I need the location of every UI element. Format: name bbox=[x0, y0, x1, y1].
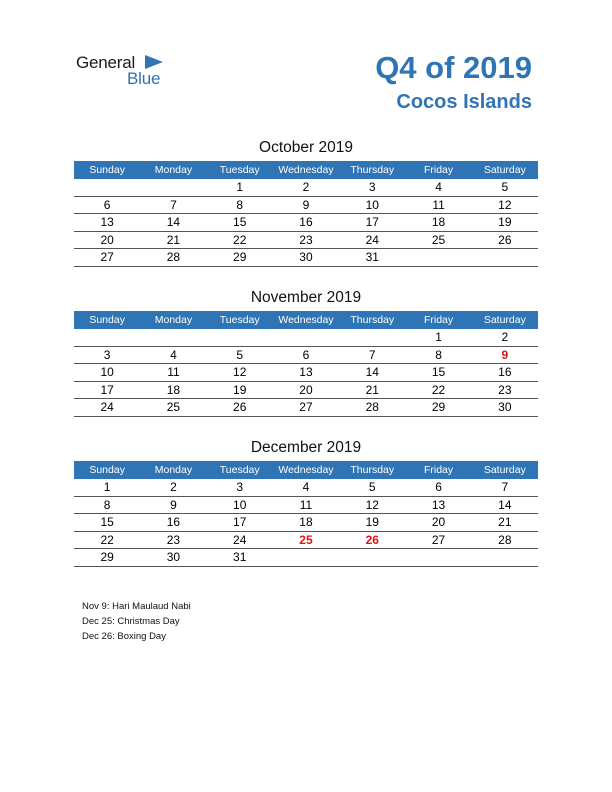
month-title: December 2019 bbox=[250, 439, 362, 456]
day-cell: 26 bbox=[472, 231, 538, 249]
day-cell: 23 bbox=[140, 531, 206, 549]
empty-day-cell bbox=[140, 179, 206, 196]
week-row bbox=[74, 346, 538, 364]
empty-day-cell bbox=[273, 549, 339, 567]
weekday-header: Tuesday bbox=[207, 161, 273, 179]
week-row bbox=[74, 214, 538, 232]
week-row bbox=[74, 514, 538, 532]
holiday-note: Dec 25: Christmas Day bbox=[82, 616, 180, 627]
day-cell: 7 bbox=[339, 346, 405, 364]
weekday-header: Tuesday bbox=[207, 311, 273, 329]
week-row bbox=[74, 496, 538, 514]
week-row bbox=[74, 381, 538, 399]
week-row bbox=[74, 399, 538, 417]
flag-icon bbox=[145, 55, 163, 69]
day-cell: 28 bbox=[140, 249, 206, 267]
day-cell: 29 bbox=[405, 399, 471, 417]
month-october bbox=[74, 139, 538, 267]
weekday-header: Wednesday bbox=[273, 161, 339, 179]
weekday-header: Saturday bbox=[472, 461, 538, 479]
day-cell: 14 bbox=[140, 214, 206, 232]
day-cell: 19 bbox=[472, 214, 538, 232]
day-cell: 30 bbox=[472, 399, 538, 417]
day-cell: 28 bbox=[472, 531, 538, 549]
weekday-header: Monday bbox=[140, 461, 206, 479]
day-cell: 4 bbox=[140, 346, 206, 364]
day-cell: 31 bbox=[339, 249, 405, 267]
weekday-header: Sunday bbox=[74, 461, 140, 479]
day-cell: 14 bbox=[472, 496, 538, 514]
weekday-header: Saturday bbox=[472, 311, 538, 329]
day-cell: 21 bbox=[339, 381, 405, 399]
day-cell: 18 bbox=[140, 381, 206, 399]
week-row bbox=[74, 549, 538, 567]
calendar-table bbox=[74, 161, 538, 267]
week-row bbox=[74, 329, 538, 346]
day-cell: 27 bbox=[273, 399, 339, 417]
day-cell: 22 bbox=[74, 531, 140, 549]
day-cell: 25 bbox=[405, 231, 471, 249]
weekday-header-row bbox=[74, 311, 538, 329]
week-row bbox=[74, 249, 538, 267]
week-row bbox=[74, 479, 538, 496]
day-cell: 6 bbox=[405, 479, 471, 496]
weekday-header: Tuesday bbox=[207, 461, 273, 479]
empty-day-cell bbox=[405, 249, 471, 267]
weekday-header: Thursday bbox=[339, 311, 405, 329]
day-cell: 3 bbox=[339, 179, 405, 196]
day-cell: 1 bbox=[74, 479, 140, 496]
day-cell: 13 bbox=[74, 214, 140, 232]
day-cell: 30 bbox=[273, 249, 339, 267]
day-cell: 5 bbox=[207, 346, 273, 364]
day-cell: 16 bbox=[140, 514, 206, 532]
weekday-header-row bbox=[74, 461, 538, 479]
day-cell: 21 bbox=[472, 514, 538, 532]
day-cell: 7 bbox=[140, 196, 206, 214]
day-cell: 2 bbox=[472, 329, 538, 346]
day-cell: 20 bbox=[273, 381, 339, 399]
weekday-header: Wednesday bbox=[273, 461, 339, 479]
day-cell: 11 bbox=[140, 364, 206, 382]
day-cell: 12 bbox=[339, 496, 405, 514]
week-row bbox=[74, 231, 538, 249]
day-cell: 5 bbox=[339, 479, 405, 496]
day-cell: 18 bbox=[273, 514, 339, 532]
day-cell: 13 bbox=[273, 364, 339, 382]
day-cell: 27 bbox=[74, 249, 140, 267]
weekday-header: Monday bbox=[140, 161, 206, 179]
day-cell: 29 bbox=[74, 549, 140, 567]
country-name: Cocos Islands bbox=[396, 91, 532, 113]
holiday-note: Dec 26: Boxing Day bbox=[82, 631, 166, 642]
day-cell: 25 bbox=[140, 399, 206, 417]
weekday-header: Sunday bbox=[74, 161, 140, 179]
day-cell: 2 bbox=[140, 479, 206, 496]
week-row bbox=[74, 196, 538, 214]
day-cell: 1 bbox=[405, 329, 471, 346]
week-row bbox=[74, 364, 538, 382]
day-cell: 10 bbox=[207, 496, 273, 514]
day-cell: 1 bbox=[207, 179, 273, 196]
day-cell: 3 bbox=[207, 479, 273, 496]
day-cell: 30 bbox=[140, 549, 206, 567]
empty-day-cell bbox=[472, 249, 538, 267]
day-cell: 11 bbox=[273, 496, 339, 514]
day-cell: 4 bbox=[405, 179, 471, 196]
day-cell: 22 bbox=[207, 231, 273, 249]
empty-day-cell bbox=[405, 549, 471, 567]
weekday-header: Thursday bbox=[339, 461, 405, 479]
day-cell: 4 bbox=[273, 479, 339, 496]
day-cell: 12 bbox=[472, 196, 538, 214]
day-cell: 17 bbox=[74, 381, 140, 399]
weekday-header: Thursday bbox=[339, 161, 405, 179]
weekday-header: Friday bbox=[405, 311, 471, 329]
week-row bbox=[74, 179, 538, 196]
day-cell: 19 bbox=[207, 381, 273, 399]
day-cell: 22 bbox=[405, 381, 471, 399]
holiday-day-cell: 26 bbox=[339, 531, 405, 549]
day-cell: 24 bbox=[74, 399, 140, 417]
day-cell: 8 bbox=[207, 196, 273, 214]
day-cell: 6 bbox=[74, 196, 140, 214]
generalblue-logo bbox=[76, 53, 176, 93]
day-cell: 15 bbox=[74, 514, 140, 532]
logo-word-blue: Blue bbox=[127, 69, 161, 88]
day-cell: 16 bbox=[472, 364, 538, 382]
day-cell: 24 bbox=[207, 531, 273, 549]
empty-day-cell bbox=[339, 549, 405, 567]
empty-day-cell bbox=[273, 329, 339, 346]
day-cell: 10 bbox=[339, 196, 405, 214]
day-cell: 9 bbox=[140, 496, 206, 514]
day-cell: 7 bbox=[472, 479, 538, 496]
month-title: October 2019 bbox=[259, 139, 353, 156]
day-cell: 3 bbox=[74, 346, 140, 364]
empty-day-cell bbox=[140, 329, 206, 346]
month-december bbox=[74, 439, 538, 567]
day-cell: 12 bbox=[207, 364, 273, 382]
month-november bbox=[74, 289, 538, 417]
day-cell: 2 bbox=[273, 179, 339, 196]
day-cell: 23 bbox=[472, 381, 538, 399]
empty-day-cell bbox=[74, 179, 140, 196]
weekday-header-row bbox=[74, 161, 538, 179]
week-row bbox=[74, 531, 538, 549]
day-cell: 6 bbox=[273, 346, 339, 364]
day-cell: 10 bbox=[74, 364, 140, 382]
day-cell: 21 bbox=[140, 231, 206, 249]
weekday-header: Sunday bbox=[74, 311, 140, 329]
holiday-list bbox=[82, 599, 191, 644]
day-cell: 24 bbox=[339, 231, 405, 249]
day-cell: 28 bbox=[339, 399, 405, 417]
logo-word-general: General bbox=[76, 53, 136, 72]
weekday-header: Monday bbox=[140, 311, 206, 329]
holiday-day-cell: 9 bbox=[472, 346, 538, 364]
page-title: Q4 of 2019 bbox=[375, 50, 532, 85]
day-cell: 31 bbox=[207, 549, 273, 567]
holiday-day-cell: 25 bbox=[273, 531, 339, 549]
weekday-header: Saturday bbox=[472, 161, 538, 179]
day-cell: 18 bbox=[405, 214, 471, 232]
day-cell: 20 bbox=[74, 231, 140, 249]
day-cell: 16 bbox=[273, 214, 339, 232]
day-cell: 17 bbox=[207, 514, 273, 532]
day-cell: 11 bbox=[405, 196, 471, 214]
day-cell: 8 bbox=[405, 346, 471, 364]
day-cell: 27 bbox=[405, 531, 471, 549]
day-cell: 8 bbox=[74, 496, 140, 514]
day-cell: 20 bbox=[405, 514, 471, 532]
weekday-header: Friday bbox=[405, 461, 471, 479]
day-cell: 17 bbox=[339, 214, 405, 232]
calendar-table bbox=[74, 461, 538, 567]
empty-day-cell bbox=[472, 549, 538, 567]
empty-day-cell bbox=[207, 329, 273, 346]
day-cell: 13 bbox=[405, 496, 471, 514]
day-cell: 15 bbox=[405, 364, 471, 382]
day-cell: 5 bbox=[472, 179, 538, 196]
empty-day-cell bbox=[74, 329, 140, 346]
weekday-header: Friday bbox=[405, 161, 471, 179]
day-cell: 15 bbox=[207, 214, 273, 232]
day-cell: 26 bbox=[207, 399, 273, 417]
empty-day-cell bbox=[339, 329, 405, 346]
day-cell: 29 bbox=[207, 249, 273, 267]
weekday-header: Wednesday bbox=[273, 311, 339, 329]
calendar-table bbox=[74, 311, 538, 417]
month-title: November 2019 bbox=[250, 289, 362, 306]
holiday-note: Nov 9: Hari Maulaud Nabi bbox=[82, 601, 191, 612]
day-cell: 23 bbox=[273, 231, 339, 249]
day-cell: 9 bbox=[273, 196, 339, 214]
day-cell: 19 bbox=[339, 514, 405, 532]
day-cell: 14 bbox=[339, 364, 405, 382]
